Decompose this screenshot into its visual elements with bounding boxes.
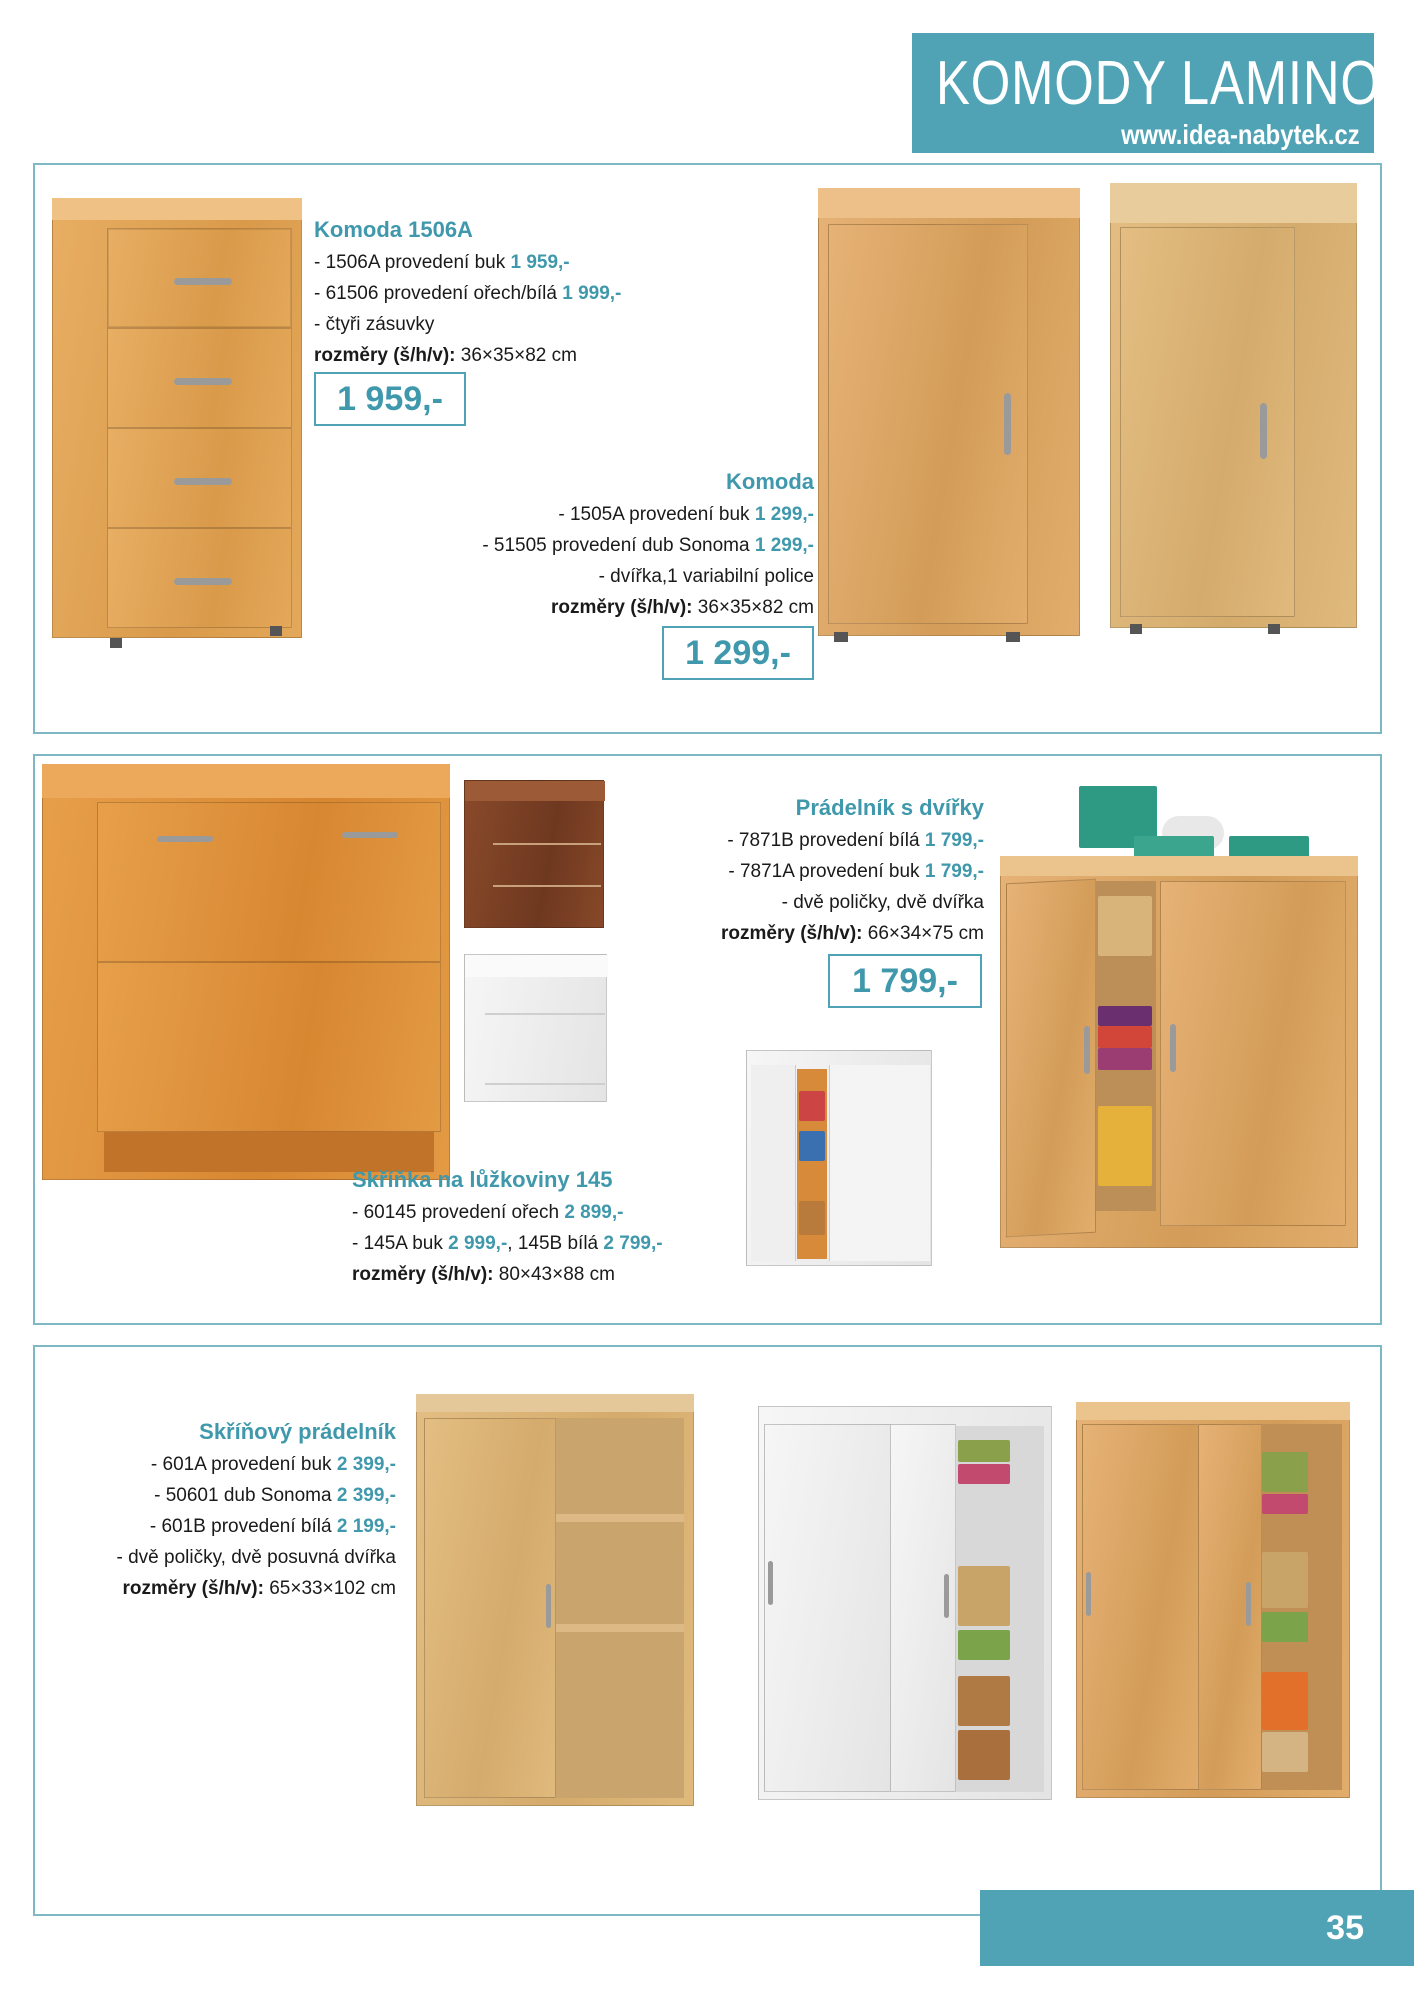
variant-price: 2 399,- [336,1485,396,1506]
komoda-1505a-info [482,466,814,623]
feature-line: - dvířka,1 variabilní police [598,566,814,587]
dimensions-label: rozměry (š/h/v): [721,923,863,944]
dimensions-value: 80×43×88 cm [493,1264,615,1285]
variant-line: - 50601 dub Sonoma [154,1485,337,1506]
skrinka-145b-image [464,954,607,1102]
price-badge: 1 299,- [662,626,814,680]
product-title: Skříňka na lůžkoviny 145 [352,1167,613,1192]
variant-price: 1 959,- [510,252,570,273]
skrinovy-pradelnik-50601-image [416,1394,694,1814]
variant-line: - 7871A provedení buk [728,861,925,882]
price-badge: 1 959,- [314,372,466,426]
variant-price: 2 799,- [603,1233,663,1254]
skrinovy-pradelnik-601b-image [758,1406,1052,1806]
variant-line: - 601B provedení bílá [149,1516,337,1537]
skrinka-60145-image [464,780,604,928]
feature-line: - dvě poličky, dvě posuvná dvířka [116,1547,396,1568]
variant-line: - 145A buk [352,1233,449,1254]
variant-price: 1 299,- [754,535,814,556]
skrinka-145-image [42,764,450,1198]
variant-price: 2 899,- [564,1202,624,1223]
dimensions-value: 66×34×75 cm [862,923,984,944]
variant-price: 2 399,- [336,1454,396,1475]
variant-price: 1 999,- [562,283,622,304]
variant-price: 2 199,- [336,1516,396,1537]
variant-price: 1 799,- [924,861,984,882]
skrinovy-pradelnik-601a-image [1076,1402,1350,1812]
dimensions-label: rozměry (š/h/v): [314,345,456,366]
variant-line: - 7871B provedení bílá [727,830,925,851]
komoda-51505-image [1110,183,1357,638]
komoda-1505a-image [818,188,1080,646]
dimensions-value: 36×35×82 cm [692,597,814,618]
dimensions-value: 36×35×82 cm [455,345,577,366]
variant-price: 1 799,- [924,830,984,851]
variant-line: - 1505A provedení buk [558,504,755,525]
variant-line: , 145B bílá [507,1233,604,1254]
website-url[interactable]: www.idea-nabytek.cz [1121,119,1360,150]
pradelnik-7871a-image [994,786,1364,1266]
dimensions-value: 65×33×102 cm [263,1578,396,1599]
feature-line: - čtyři zásuvky [314,314,435,335]
page-header [912,33,1381,153]
pradelnik-7871b-image [746,1050,932,1266]
dimensions-label: rozměry (š/h/v): [352,1264,494,1285]
variant-price: 1 299,- [754,504,814,525]
variant-line: - 61506 provedení ořech/bílá [314,283,563,304]
product-title: Komoda [726,469,814,494]
variant-line: - 1506A provedení buk [314,252,511,273]
komoda-1506a-image [52,198,302,658]
product-title: Prádelník s dvířky [795,795,984,820]
variant-line: - 601A provedení buk [150,1454,337,1475]
product-title: Komoda 1506A [314,217,473,242]
variant-line: - 60145 provedení ořech [352,1202,565,1223]
dimensions-label: rozměry (š/h/v): [122,1578,264,1599]
page-title: KOMODY LAMINO [936,49,1381,118]
page-number: 35 [980,1890,1414,1966]
pradelnik-dvirky-info [721,792,984,949]
dimensions-label: rozměry (š/h/v): [551,597,693,618]
skrinovy-pradelnik-info [116,1416,396,1604]
variant-price: 2 999,- [448,1233,508,1254]
feature-line: - dvě poličky, dvě dvířka [781,892,984,913]
variant-line: - 51505 provedení dub Sonoma [482,535,755,556]
komoda-1506a-info [314,214,621,371]
skrinka-145-info [352,1164,663,1290]
price-badge: 1 799,- [828,954,982,1008]
product-title: Skříňový prádelník [199,1419,396,1444]
